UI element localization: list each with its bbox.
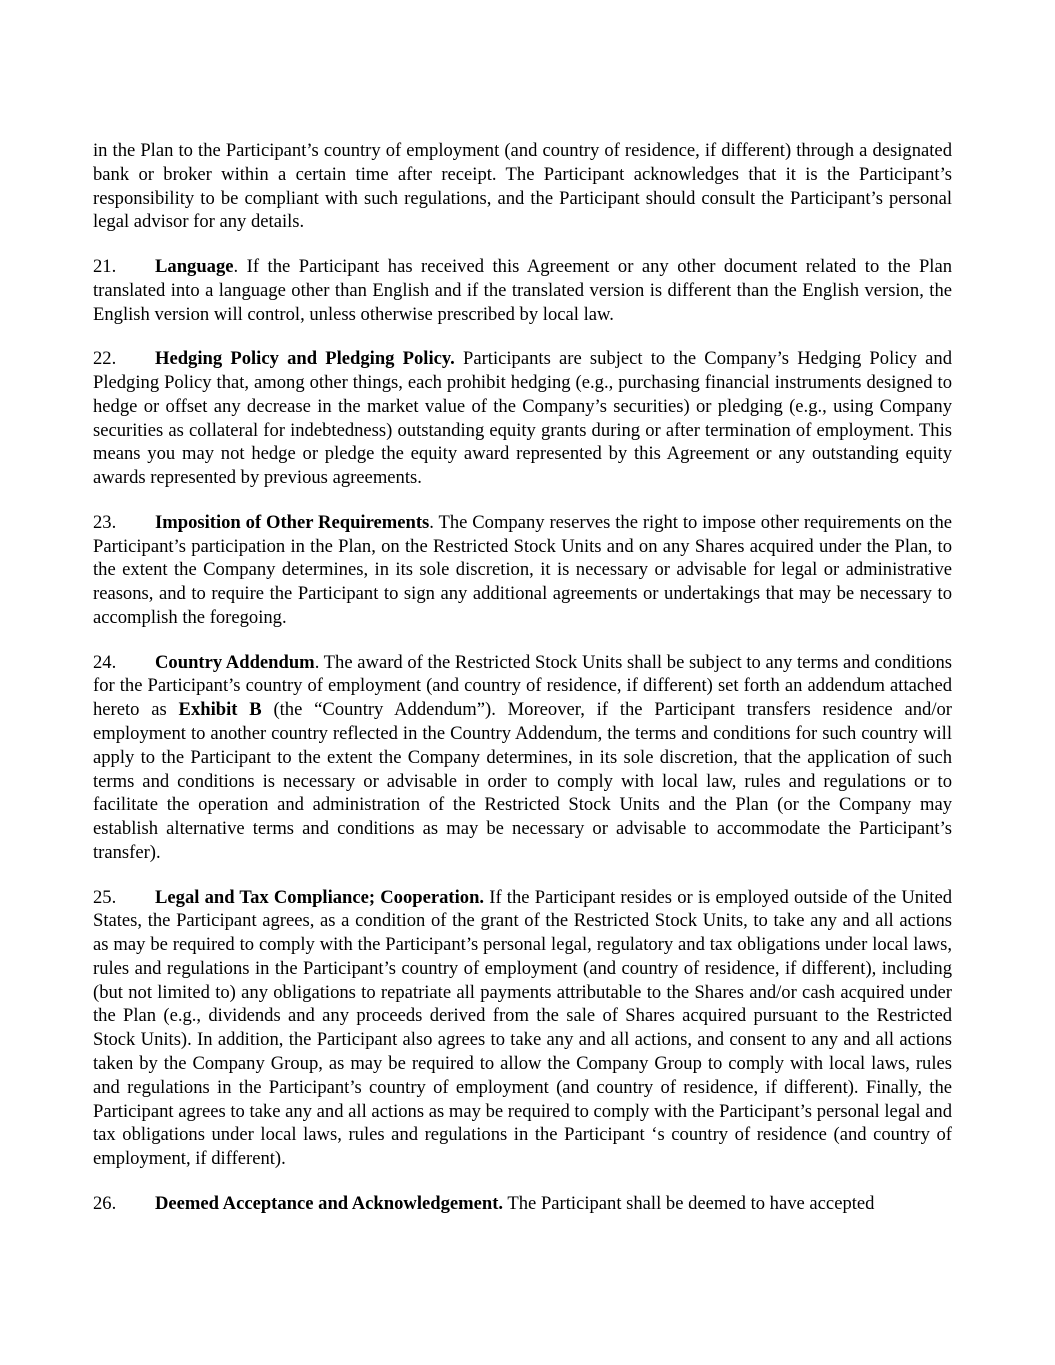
section-heading: Deemed Acceptance and Acknowledgement. <box>155 1192 504 1214</box>
section-number: 26. <box>93 1192 117 1214</box>
section-24-paragraph <box>93 651 952 865</box>
section-number: 23. <box>93 511 117 533</box>
section-body-continued: (the “Country Addendum”). Moreover, if the Participant transfers residence and/or employment to another country reflected in the Country Addendum, the terms and conditions for such country will apply to the Participant to the extent the Company determines, in its sole discretion, that the application of such terms and conditions is necessary or advisable in order to comply with local law, rules and regulations or to facilitate the operation and administration of the Restricted Stock Units and the Plan (or the Company may establish alternative terms and conditions as may be necessary or advisable to accommodate the Participant’s transfer). <box>93 699 952 863</box>
section-26-paragraph <box>93 1192 952 1216</box>
document-page <box>93 139 952 1236</box>
section-heading: Country Addendum <box>155 651 315 673</box>
section-number: 21. <box>93 255 117 277</box>
section-21-paragraph <box>93 255 952 326</box>
section-body: . The Company reserves the right to impose other requirements on the Participant’s participation in the Plan, on the Restricted Stock Units and on any Shares acquired under the Plan, to the extent the Company determines, in its sole discretion, it is necessary or advisable for legal or administrative reasons, and to require the Participant to sign any additional agreements or undertakings that may be necessary to accomplish the foregoing. <box>93 511 952 628</box>
continuation-paragraph: in the Plan to the Participant’s country of employment (and country of residence, if different) through a designated bank or broker within a certain time after receipt. The Participant acknowledges that it is the Participant’s responsibility to be compliant with such regulations, and the Participant should consult the Participant’s personal legal advisor for any details. <box>93 140 952 233</box>
section-heading: Hedging Policy and Pledging Policy. <box>155 348 455 370</box>
section-body: . The award of the Restricted Stock Units shall be subject to any terms and conditions for the Participant’s country of employment (and country of residence, if different) set forth an addendum attached hereto as <box>93 651 952 721</box>
section-heading: Language <box>155 255 234 277</box>
section-body: The Participant shall be deemed to have accepted <box>503 1192 875 1214</box>
section-heading: Legal and Tax Compliance; Cooperation. <box>155 886 485 908</box>
section-heading: Imposition of Other Requirements <box>155 511 430 533</box>
section-23-paragraph <box>93 511 952 630</box>
exhibit-reference: Exhibit B <box>178 699 262 721</box>
section-body: Participants are subject to the Company’s Hedging Policy and Pledging Policy that, among other things, each prohibit hedging (e.g., purchasing financial instruments designed to hedge or offset any decrease in the market value of the Company’s securities) or pledging (e.g., using Company securities as collateral for indebtedness) outstanding equity grants during or after termination of employment. This means you may not hedge or pledge the equity award represented by this Agreement or any outstanding equity awards represented by previous agreements. <box>93 348 952 489</box>
section-22-paragraph <box>93 347 952 490</box>
section-number: 22. <box>93 348 117 370</box>
section-number: 24. <box>93 651 117 673</box>
section-body: . If the Participant has received this Agreement or any other document related to the Plan translated into a language other than English and if the translated version is different than the English version, the English version will control, unless otherwise prescribed by local law. <box>93 255 952 325</box>
section-25-paragraph <box>93 886 952 1172</box>
section-body: If the Participant resides or is employed outside of the United States, the Participant agrees, as a condition of the grant of the Restricted Stock Units, to take any and all actions as may be required to comply with the Participant’s personal legal, regulatory and tax obligations under local laws, rules and regulations in the Participant’s country of employment (and country of residence, if different), including (but not limited to) any obligations to repatriate all payments attributable to the Shares and/or cash acquired under the Plan (e.g., dividends and any proceeds derived from the sale of Shares acquired pursuant to the Restricted Stock Units). In addition, the Participant also agrees to take any and all actions, and consent to any and all actions taken by the Company Group, as may be required to allow the Company Group to comply with local laws, rules and regulations in the Participant’s country of employment (and country of residence, if different). Finally, the Participant agrees to take any and all actions as may be required to comply with the Participant’s personal legal and tax obligations under local laws, rules and regulations in the Participant ‘s country of residence (and country of employment, if different). <box>93 886 952 1170</box>
section-number: 25. <box>93 886 117 908</box>
